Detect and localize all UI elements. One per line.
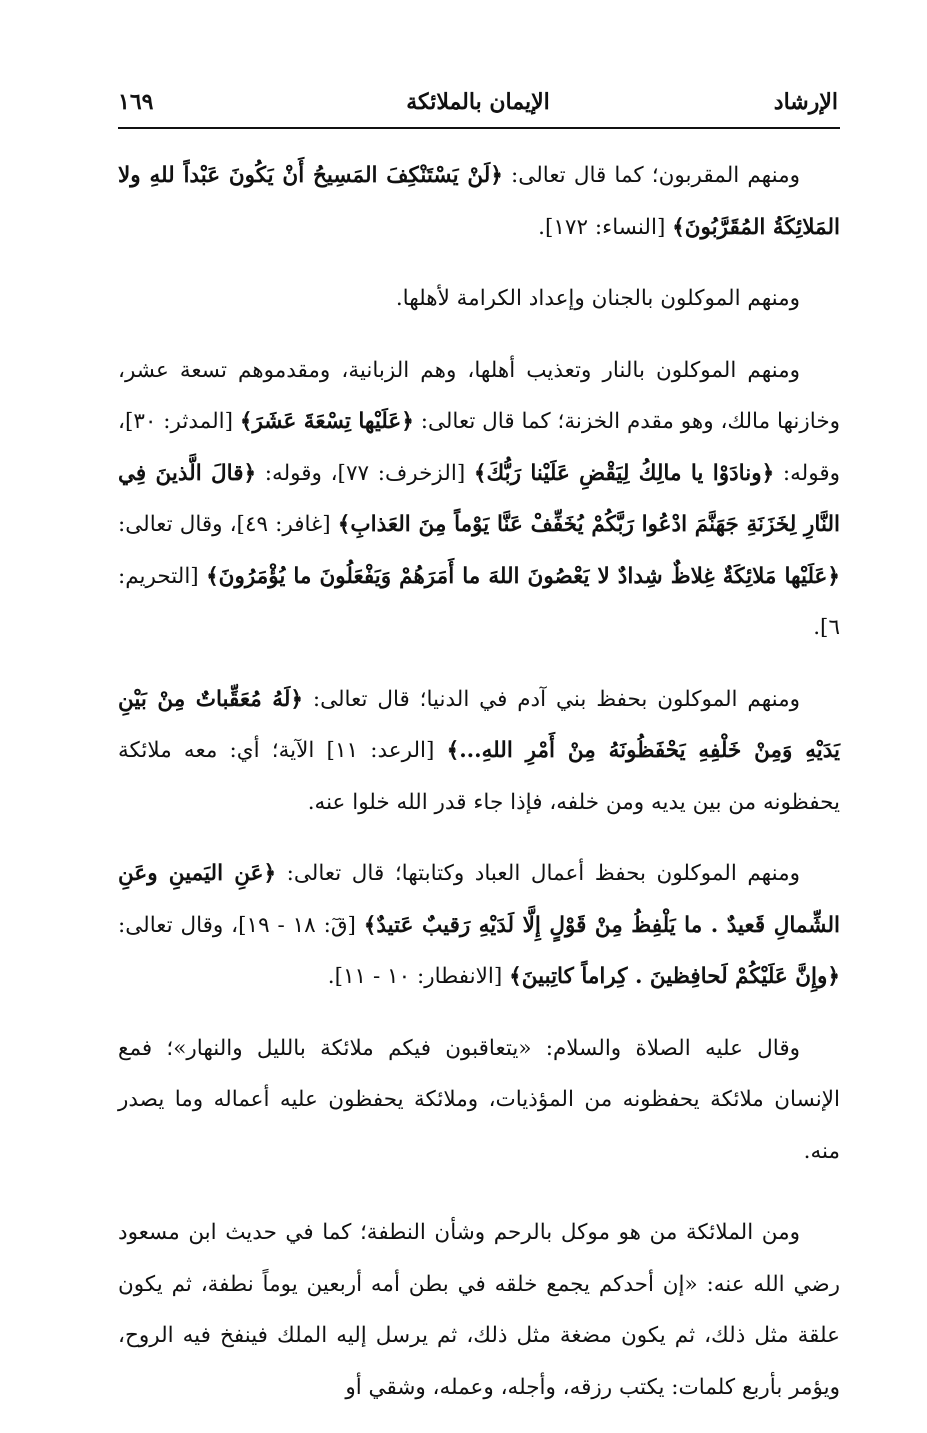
book-title: الإرشاد: [773, 89, 838, 115]
quran-quote: ﴿عَلَيْها تِسْعَةَ عَشَرَ﴾: [239, 409, 414, 434]
header-rule: [118, 127, 840, 129]
paragraph: [118, 674, 840, 829]
quran-quote: ﴿وإِنَّ عَلَيْكُمْ لَحافِظينَ . كِراماً كاتِبينَ﴾: [509, 964, 840, 989]
quran-quote: ﴿قالَ الَّذينَ فِي النَّارِ لِخَزَنَةِ جَهَنَّمَ ادْعُوا رَبَّكُمْ يُخَفِّفْ عَنَّا يَوْماً مِنَ العَذابِ﴾: [118, 460, 840, 537]
text: [الانفطار: ١٠ - ١١].: [327, 964, 510, 989]
paragraph: [118, 1207, 840, 1413]
text: [غافر: ٤٩]، وقال تعالى:: [118, 512, 338, 537]
paragraph: [118, 1023, 840, 1178]
quran-quote: ﴿عَنِ اليَمينِ وعَنِ الشِّمالِ قَعيدٌ . ما يَلْفِظُ مِنْ قَوْلٍ إِلَّا لَدَيْهِ رَقيبٌ عَتيدٌ﴾: [118, 861, 841, 938]
text: [التحريم: ٦].: [118, 563, 840, 640]
paragraph: [118, 150, 840, 253]
chapter-title: الإيمان بالملائكة: [406, 89, 550, 115]
text: ومنهم الموكلون بحفظ بني آدم في الدنيا؛ قال تعالى:: [302, 686, 800, 712]
running-header: [118, 82, 838, 122]
text: ومنهم المقربون؛ كما قال تعالى:: [502, 163, 800, 188]
text: [المدثر: ٣٠]، وقوله:: [118, 409, 840, 486]
text: [الرعد: ١١] الآية؛ أي: معه ملائكة يحفظونه من بين يديه ومن خلفه، فإذا جاء قدر الله خلوا عنه.: [118, 738, 840, 815]
quran-quote: ﴿لَنْ يَسْتَنْكِفَ المَسِيحُ أَنْ يَكُونَ عَبْداً للهِ ولا المَلائِكَةُ المُقَرَّبُونَ﴾: [118, 163, 840, 240]
paragraph: [118, 273, 840, 325]
text: [الزخرف: ٧٧]، وقوله:: [256, 460, 474, 486]
text: ومنهم الموكلون بالجنان وإعداد الكرامة لأهلها.: [395, 286, 800, 311]
text: [قٓ: ١٨ - ١٩]، وقال تعالى:: [118, 912, 364, 938]
paragraph: [118, 848, 840, 1003]
quran-quote: ﴿عَلَيْها مَلائِكَةٌ غِلاظٌ شِدادٌ لا يَعْصُونَ اللهَ ما أَمَرَهُمْ وَيَفْعَلُونَ ما يُؤْمَرُونَ﴾: [206, 563, 840, 589]
text: ومن الملائكة من هو موكل بالرحم وشأن النطفة؛ كما في حديث ابن مسعود رضي الله عنه: «إن أحدكم يجمع خلقه في بطن أمه أربعين يوماً نطفة، ثم يكون علقة مثل ذلك، ثم يكون مضغة مثل ذلك، ثم يرسل إليه الملك فينفخ فيه الروح، ويؤمر بأربع كلمات: يكتب رزقه، وأجله، وعمله، وشقي أو: [118, 1220, 840, 1400]
paragraph: [118, 345, 840, 654]
text: وقال عليه الصلاة والسلام: «يتعاقبون فيكم ملائكة بالليل والنهار»؛ فمع الإنسان ملائكة يحفظونه من المؤذيات، وملائكة يحفظون عليه أعماله وما يصدر منه.: [118, 1035, 840, 1164]
quran-quote: ﴿لَهُ مُعَقِّباتٌ مِنْ بَيْنِ يَدَيْهِ وَمِنْ خَلْفِهِ يَحْفَظُونَهُ مِنْ أَمْرِ اللهِ...﴾: [118, 686, 840, 763]
quran-quote: ﴿ونادَوْا يا مالِكُ لِيَقْضِ عَلَيْنا رَبُّكَ﴾: [473, 460, 775, 486]
page-body: [118, 150, 840, 1433]
page-number: ١٦٩: [118, 89, 154, 115]
text: [النساء: ١٧٢].: [538, 214, 673, 240]
text: ومنهم الموكلون بحفظ أعمال العباد وكتابتها؛ قال تعالى:: [276, 861, 800, 886]
text: ومنهم الموكلون بالنار وتعذيب أهلها، وهم الزبانية، ومقدموهم تسعة عشر، وخازنها مالك، وهو مقدم الخزنة؛ كما قال تعالى:: [118, 357, 841, 434]
